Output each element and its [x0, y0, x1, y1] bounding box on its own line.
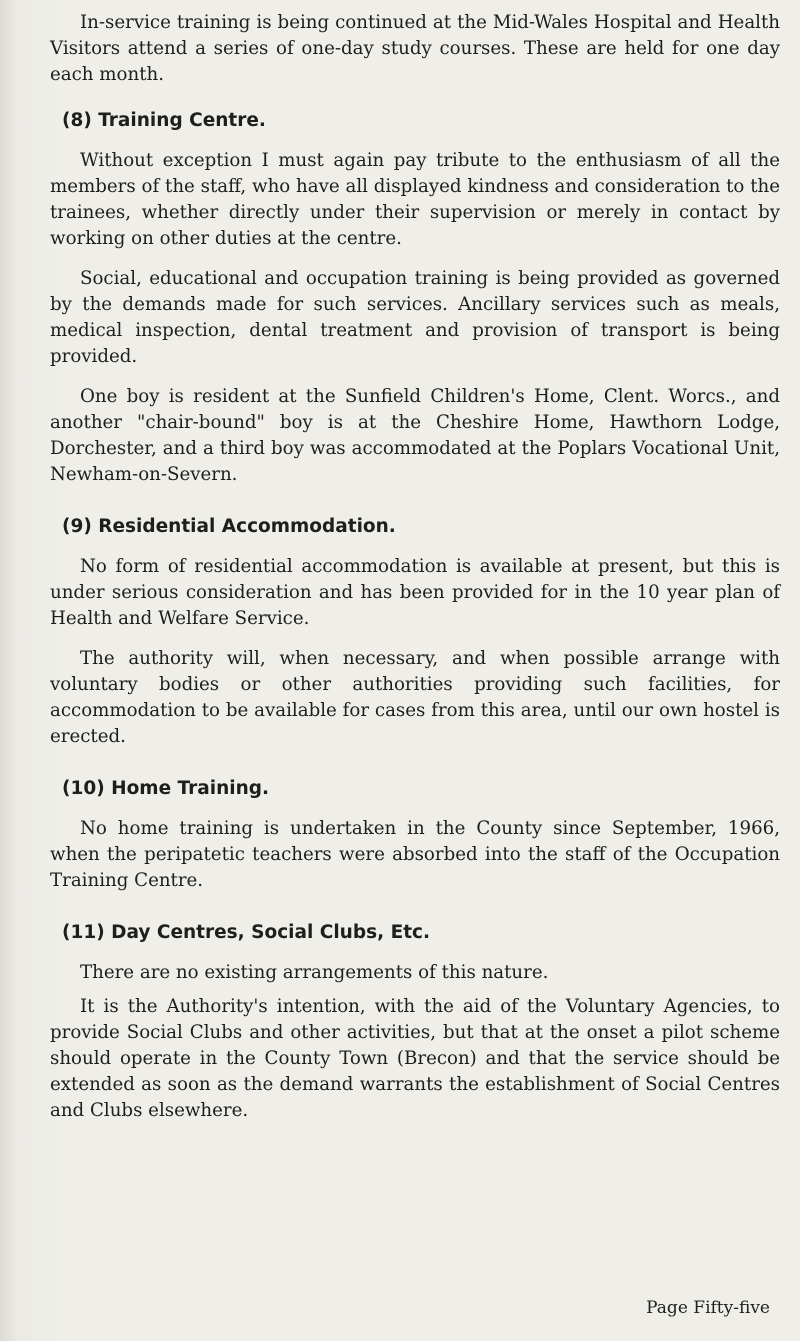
page-number: Page Fifty-five — [646, 1298, 770, 1318]
paragraph: One boy is resident at the Sunfield Children's Home, Clent. Worcs., and another "chair-bound" boy is at the Cheshire Home, Hawthorn Lodge, Dorchester, and a third boy was accommodated at the Poplars Vocational Unit, Newham-on-Severn. — [50, 386, 780, 485]
paragraph: The authority will, when necessary, and when possible arrange with voluntary bodies or other authorities providing such facilities, for accommodation to be available for cases from this area, until our own hostel is erected. — [50, 648, 780, 747]
paragraph: No home training is undertaken in the County since September, 1966, when the peripatetic teachers were absorbed into the staff of the Occupation Training Centre. — [50, 818, 780, 891]
paragraph: It is the Authority's intention, with the aid of the Voluntary Agencies, to provide Social Clubs and other activities, but that at the onset a pilot scheme should operate in the County Town (Brecon) and that the service should be extended as soon as the demand warrants the establishment of Social Centres and Clubs elsewhere. — [50, 996, 780, 1121]
paragraph: Social, educational and occupation training is being provided as governed by the demands made for such services. Ancillary services such as meals, medical inspection, dental treatment and provision of transport is being provided. — [50, 268, 780, 367]
paragraph: Without exception I must again pay tribute to the enthusiasm of all the members of the staff, who have all displayed kindness and consideration to the trainees, whether directly under their supervision or merely in contact by working on other duties at the centre. — [50, 150, 780, 249]
section-heading-day-centres: (11) Day Centres, Social Clubs, Etc. — [62, 922, 431, 943]
section-heading-residential-accommodation: (9) Residential Accommodation. — [62, 516, 396, 537]
paragraph: No form of residential accommodation is available at present, but this is under serious consideration and has been provided for in the 10 year plan of Health and Welfare Service. — [50, 556, 780, 629]
section-heading-home-training: (10) Home Training. — [62, 778, 270, 799]
section-heading-training-centre: (8) Training Centre. — [62, 110, 266, 131]
document-body — [50, 10, 780, 1124]
paragraph: There are no existing arrangements of this nature. — [80, 962, 549, 983]
intro-paragraph: In-service training is being continued at the Mid-Wales Hospital and Health Visitors attend a series of one-day study courses. These are held for one day each month. — [50, 12, 780, 85]
